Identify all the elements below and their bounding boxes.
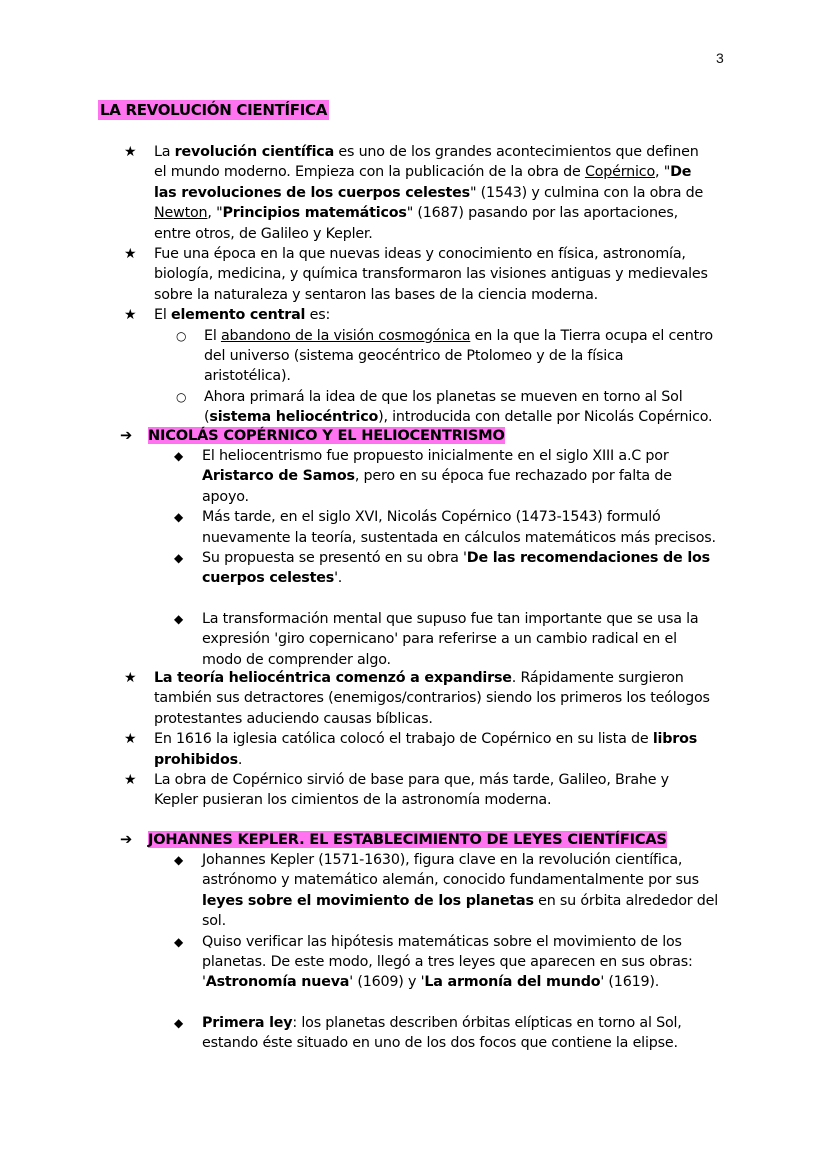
- circle-icon: ○: [176, 389, 187, 404]
- star-icon: ★: [124, 731, 137, 748]
- star-icon: ★: [124, 246, 137, 263]
- list-item: ★ La obra de Copérnico sirvió de base para que, más tarde, Galileo, Brahe y Kepler pusieran los cimientos de la astronomía moderna.: [124, 772, 669, 809]
- section-copernico: [172, 446, 717, 670]
- diamond-icon: ◆: [174, 611, 184, 626]
- list-item: ◆ El heliocentrismo fue propuesto inicialmente en el siglo XIII a.C por Aristarco de Samos, pero en su época fue rechazado por falta de apoyo.: [174, 448, 672, 505]
- list-item: ◆ Más tarde, en el siglo XVI, Nicolás Copérnico (1473-1543) formuló nuevamente la teoría, sustentada en cálculos matemáticos más precisos.: [174, 509, 716, 546]
- diamond-icon: ◆: [174, 551, 184, 566]
- page-number: 3: [716, 50, 724, 66]
- list-item: ◆ Su propuesta se presentó en su obra 'De las recomendaciones de los cuerpos celestes'.: [174, 550, 710, 587]
- section-kepler: [172, 850, 730, 1054]
- diamond-icon: ◆: [174, 1015, 184, 1030]
- list-item: ◆ Johannes Kepler (1571-1630), figura clave en la revolución científica, astrónomo y matemático alemán, conocido fundamentalmente por sus leyes sobre el movimiento de los planetas en su órbita alrededor del sol.: [174, 852, 719, 930]
- list-item: ★ En 1616 la iglesia católica colocó el trabajo de Copérnico en su lista de libros prohibidos.: [124, 731, 698, 768]
- sub-list-item: ○ El abandono de la visión cosmogónica en la que la Tierra ocupa el centro del universo (sistema geocéntrico de Ptolomeo y de la física aristotélica).: [176, 327, 713, 385]
- circle-icon: ○: [176, 328, 187, 343]
- page-title: LA REVOLUCIÓN CIENTÍFICA: [100, 101, 328, 119]
- star-icon: ★: [124, 670, 137, 686]
- list-item: ★ La teoría heliocéntrica comenzó a expandirse. Rápidamente surgieron también sus detractores (enemigos/contrarios) siendo los primeros los teólogos protestantes aduciendo causas bíblicas.: [124, 670, 710, 727]
- link-newton[interactable]: Newton: [154, 205, 208, 222]
- arrow-icon: ➔: [120, 427, 133, 444]
- arrow-icon: ➔: [120, 831, 133, 848]
- diamond-icon: ◆: [174, 449, 184, 463]
- diamond-icon: ◆: [174, 934, 184, 949]
- diamond-icon: ◆: [174, 853, 184, 867]
- diamond-icon: ◆: [174, 510, 184, 525]
- section-heading-kepler: ➔ JOHANNES KEPLER. EL ESTABLECIMIENTO DE LEYES CIENTÍFICAS: [120, 831, 667, 848]
- list-item: ◆ Quiso verificar las hipótesis matemáticas sobre el movimiento de los planetas. De este modo, llegó a tres leyes que aparecen en sus obras: 'Astronomía nueva' (1609) y 'La armonía del mundo' (1619).: [174, 933, 693, 991]
- section-expansion: [124, 668, 714, 811]
- list-item: ★ Fue una época en la que nuevas ideas y conocimiento en física, astronomía, biología, medicina, y química transformaron las visiones antiguas y medievales sobre la naturaleza y sentaron las bases de la ciencia moderna.: [124, 246, 708, 303]
- list-item: ◆ Primera ley: los planetas describen órbitas elípticas en torno al Sol, estando éste situado en uno de los dos focos que contiene la elipse.: [174, 1014, 682, 1052]
- section-heading-copernico: ➔ NICOLÁS COPÉRNICO Y EL HELIOCENTRISMO: [120, 427, 505, 444]
- list-item: ◆ La transformación mental que supuso fue tan importante que se usa la expresión 'giro copernicano' para referirse a un cambio radical en el modo de comprender algo.: [174, 610, 699, 668]
- star-icon: ★: [124, 144, 137, 160]
- list-item: ★ La revolución científica es uno de los grandes acontecimientos que definen el mundo moderno. Empieza con la publicación de la obra de Copérnico, "De las revoluciones de los cuerpos celestes" (1543) y culmina con la obra de Newton, "Principios matemáticos" (1687) pasando por las aportaciones, entre otros, de Galileo y Kepler.: [124, 144, 704, 242]
- sub-list-item: ○ Ahora primará la idea de que los planetas se mueven en torno al Sol (sistema heliocéntrico), introducida con detalle por Nicolás Copérnico.: [176, 388, 713, 426]
- star-icon: ★: [124, 772, 137, 789]
- link-copernico[interactable]: Copérnico: [584, 164, 656, 181]
- section-revolucion: [124, 142, 714, 428]
- list-item: ★ El elemento central es:: [124, 305, 714, 325]
- star-icon: ★: [124, 307, 137, 324]
